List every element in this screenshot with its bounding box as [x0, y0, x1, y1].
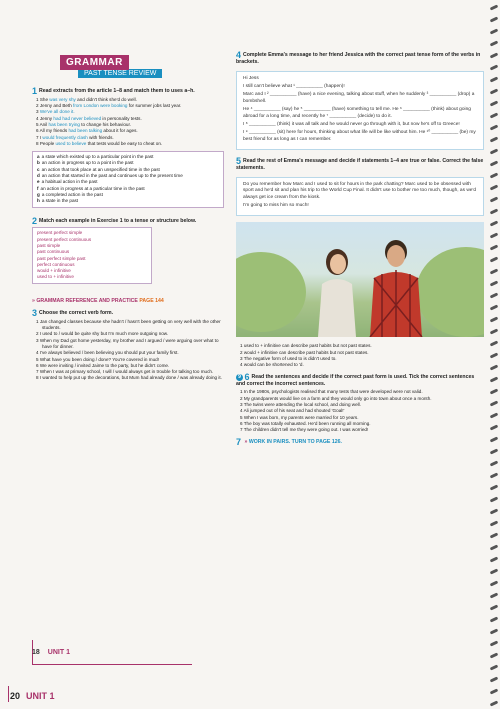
exercise-instruction: WORK IN PAIRS. TURN TO PAGE 126.: [248, 438, 342, 445]
item-number: 1: [240, 389, 244, 395]
friends-photo: [236, 222, 484, 337]
item-text: My grandparents would live on a farm and they would only go into town about once a month.: [243, 395, 432, 401]
inner-page-footer: [32, 649, 70, 656]
exercise-6: [236, 371, 484, 434]
audio-track-icon[interactable]: 9: [236, 374, 243, 381]
item-text: What have you been doing / done? You're covered in mud!: [39, 356, 159, 362]
item-text: In the 1980s, psychologists realised that many tests that were developed were not valid.: [243, 389, 423, 395]
item-number: 5: [36, 356, 40, 362]
spiral-ring: [490, 424, 499, 430]
tense-item: past continuous: [37, 249, 70, 255]
message-box: [236, 177, 484, 217]
list-item: [36, 319, 224, 332]
use-text: a completed action in the past: [41, 191, 103, 197]
spiral-ring: [490, 664, 499, 670]
exercise-number: 4: [236, 50, 242, 60]
woman-figure: [314, 244, 360, 337]
exercise-heading: Read the sentences and decide if the correct past form is used. Tick the correct sentences and correct the incorrect sentences.: [236, 373, 475, 387]
list-item: [36, 375, 224, 381]
spiral-ring: [490, 160, 499, 166]
spiral-ring: [490, 220, 499, 226]
exercise-number: 1: [32, 86, 38, 96]
item-text: used to + infinitive can describe past habits but not past states.: [243, 343, 372, 349]
list-item: [36, 338, 224, 351]
spiral-ring: [490, 4, 499, 10]
item-number: 3: [36, 109, 40, 115]
tense-item: perfect continuous: [37, 261, 75, 267]
spiral-ring: [490, 28, 499, 34]
use-letter: b: [37, 160, 40, 166]
spiral-ring: [490, 436, 499, 442]
message-line: I ⁸ __________ (think) it was all talk and he would never go through with it, but now he's off to Greece!: [243, 122, 460, 128]
item-text: I've always believed / been believing you should put your family first.: [39, 350, 179, 356]
use-item: [37, 198, 219, 204]
use-text: an action that started in the past and continues up to the present time: [41, 173, 183, 179]
exercise-5: [236, 158, 484, 368]
exercise-heading: Match each example in Exercise 1 to a tense or structure below.: [39, 217, 197, 224]
item-number: 2: [240, 395, 244, 401]
item-number: 3: [240, 402, 244, 408]
spiral-ring: [490, 472, 499, 478]
message-text: Do you remember how Marc and I used to sit for hours in the park chatting? Marc used to be obsessed with sport and he'd sit and plan his trip to the World Cup Final. It didn't use to bother me too much, though, as we'd always get ice cream from the kiosk.: [243, 181, 477, 200]
item-text: The children didn't tell me they were going out. I was worried!: [243, 427, 369, 433]
item-number: 2: [36, 103, 40, 109]
right-column: [236, 52, 484, 445]
page-number: 18: [32, 649, 40, 656]
message-line: Hi Jess: [243, 75, 259, 81]
item-text: I used to / would be quite shy but I'm much more outgoing now.: [39, 331, 169, 337]
item-number: 4: [36, 350, 40, 356]
spiral-ring: [490, 16, 499, 22]
spiral-ring: [490, 616, 499, 622]
item-text: When I was born, my parents were married for 10 years.: [243, 414, 359, 420]
exercise-number: 5: [236, 156, 242, 167]
tense-list-box: [32, 227, 152, 283]
spiral-ring: [490, 112, 499, 118]
item-text: I wanted to help put up the decorations, but Mum had already done / was already doing it.: [39, 375, 222, 381]
use-letter: d: [37, 173, 40, 179]
exercise-heading: Read extracts from the article 1–8 and match them to uses a–h.: [39, 88, 195, 94]
spiral-ring: [490, 508, 499, 514]
item-text: for summer jobs last year.: [127, 103, 182, 109]
page-number: 20: [10, 691, 21, 701]
tense-item: would + infinitive: [37, 268, 71, 274]
item-text: People: [39, 140, 56, 146]
spiral-ring: [490, 484, 499, 490]
spiral-ring: [490, 256, 499, 262]
tense-item: past perfect simple past: [37, 255, 86, 261]
spiral-ring: [490, 292, 499, 298]
spiral-ring: [490, 76, 499, 82]
use-letter: e: [37, 179, 40, 185]
exercise-heading: Complete Emma's message to her friend Jessica with the correct past tense form of the verbs in brackets.: [236, 52, 481, 65]
item-number: 3: [240, 356, 244, 362]
item-number: 6: [36, 128, 40, 134]
item-number: 7: [36, 134, 40, 140]
item-number: 4: [36, 115, 40, 121]
message-line: I still can't believe what ¹ __________ (happen)!: [243, 84, 345, 89]
unit-label: UNIT 1: [26, 691, 55, 701]
exercise-number: 3: [32, 308, 38, 319]
item-number: 7: [36, 369, 40, 375]
item-number: 1: [36, 96, 40, 102]
message-line: He ⁴ __________ (say) he ⁵ __________ (have) something to tell me. He ⁶ __________ (think) about going abroad for a long time, and recently he ⁷ __________ (decide) to do it.: [243, 107, 471, 119]
exercise-1: [32, 88, 224, 208]
spiral-ring: [490, 148, 499, 154]
item-text: When I was at primary school, I will / would always get in trouble for talking too much.: [39, 369, 214, 375]
item-text: with friends.: [87, 134, 114, 140]
item-text: to change his behaviour.: [79, 121, 132, 127]
spiral-ring: [490, 544, 499, 550]
item-highlight: from London were booking: [73, 103, 128, 109]
spiral-ring: [490, 196, 499, 202]
item-highlight: was very shy: [49, 96, 76, 102]
use-text: an action that took place at an unspecified time in the past: [41, 166, 160, 172]
spiral-ring: [490, 520, 499, 526]
item-text: All my friends: [39, 128, 69, 134]
page-footer: [10, 691, 55, 701]
spiral-ring: [490, 676, 499, 682]
item-highlight: used to believe: [55, 140, 87, 146]
exercise-number: 6: [244, 371, 250, 382]
item-number: 4: [240, 362, 244, 368]
item-text: We were inviting / invited Jaime to the party, but he didn't come.: [39, 362, 170, 368]
item-text: about it for ages.: [102, 128, 138, 134]
use-letter: f: [37, 185, 39, 191]
item-text: When my Dad got home yesterday, my brother and I argued / were arguing over what to have for dinner.: [39, 337, 219, 349]
item-number: 2: [240, 349, 244, 355]
item-text: Jenny: [39, 115, 54, 121]
message-signoff: I'm going to miss him so much!: [243, 203, 309, 209]
chevron-right-icon: »: [32, 297, 35, 304]
item-text: that tests would be easy to cheat on.: [86, 140, 163, 146]
use-text: an action in progress up to a point in the past: [41, 160, 134, 166]
spiral-ring: [490, 700, 499, 706]
unit-label: UNIT 1: [47, 649, 70, 656]
spiral-ring: [490, 340, 499, 346]
spiral-ring: [490, 136, 499, 142]
use-text: a habitual action in the past: [41, 179, 98, 185]
use-letter: g: [37, 191, 40, 197]
item-text: I: [39, 134, 43, 140]
use-text: a state in the past: [41, 198, 79, 204]
left-column: [32, 88, 224, 382]
item-text: Anil: [39, 121, 49, 127]
exercise-number: 2: [32, 215, 38, 226]
grammar-banner: [60, 52, 162, 78]
item-text: The twins were attending the local school, and doing well.: [243, 402, 361, 408]
message-line: I ⁹ __________ (sit) here for hours, thinking about what life will be like without him. He ¹⁰ __________ (be) my best friend for as long as I can remember.: [243, 130, 476, 142]
item-text: Jenny and Beth: [39, 103, 74, 109]
list-item: [36, 141, 224, 147]
tense-item: used to + infinitive: [37, 274, 74, 280]
spiral-ring: [490, 352, 499, 358]
spiral-ring: [490, 592, 499, 598]
spiral-ring: [490, 376, 499, 382]
item-number: 5: [36, 121, 40, 127]
spiral-ring: [490, 40, 499, 46]
item-number: 6: [240, 420, 244, 426]
spiral-ring: [490, 232, 499, 238]
spiral-ring: [490, 52, 499, 58]
exercise-4: [236, 52, 484, 150]
spiral-ring: [490, 388, 499, 394]
use-letter: c: [37, 166, 40, 172]
spiral-ring: [490, 652, 499, 658]
exercise-3: [32, 310, 224, 382]
exercise-heading: Choose the correct verb form.: [39, 310, 114, 317]
item-number: 2: [36, 331, 40, 337]
spiral-binding: [488, 0, 500, 709]
spiral-ring: [490, 64, 499, 70]
spiral-ring: [490, 208, 499, 214]
item-text: The negative form of used to is didn't used to.: [243, 356, 337, 362]
reference-page: PAGE 144: [139, 297, 164, 304]
spiral-ring: [490, 532, 499, 538]
spiral-ring: [490, 628, 499, 634]
spiral-ring: [490, 556, 499, 562]
message-box: [236, 71, 484, 151]
spiral-ring: [490, 328, 499, 334]
grammar-reference-link[interactable]: [32, 298, 224, 304]
message-line: Marc and I ² __________ (have) a nice evening, talking about stuff, when he suddenly ³ __________ (drop) a bombshell.: [243, 92, 475, 104]
use-letter: a: [37, 154, 40, 160]
spiral-ring: [490, 184, 499, 190]
spiral-ring: [490, 124, 499, 130]
item-number: 3: [36, 337, 40, 343]
spiral-ring: [490, 580, 499, 586]
use-text: an action in progress at a particular time in the past: [40, 185, 145, 191]
item-text: would + infinitive can describe past habits but not past states.: [243, 349, 369, 355]
banner-subtitle: PAST TENSE REVIEW: [78, 69, 162, 78]
item-text: Ali jumped out of his seat and had shouted 'Goal!': [243, 408, 345, 414]
item-number: 7: [240, 427, 244, 433]
spiral-ring: [490, 304, 499, 310]
spiral-ring: [490, 604, 499, 610]
spiral-ring: [490, 280, 499, 286]
item-number: 6: [36, 362, 40, 368]
item-number: 5: [240, 414, 244, 420]
tense-item: present perfect continuous: [37, 236, 92, 242]
item-number: 4: [240, 408, 244, 414]
statement-item: [240, 362, 484, 368]
spiral-ring: [490, 364, 499, 370]
tense-item: present perfect simple: [37, 230, 83, 236]
use-text: a state which existed up to a particular point in the past: [41, 154, 154, 160]
list-item: [240, 427, 484, 433]
use-letter: h: [37, 198, 40, 204]
spiral-ring: [490, 268, 499, 274]
spiral-ring: [490, 172, 499, 178]
spiral-ring: [490, 316, 499, 322]
spiral-ring: [490, 496, 499, 502]
spiral-ring: [490, 100, 499, 106]
item-text: and didn't think she'd do well.: [75, 96, 137, 102]
item-highlight: We've all done it.: [39, 109, 75, 115]
item-highlight: would frequently clash: [42, 134, 88, 140]
item-number: 8: [36, 140, 40, 146]
exercise-heading: Read the rest of Emma's message and decide if statements 1–4 are true or false. Correct the false statements.: [236, 158, 484, 172]
item-text: in personality tests.: [101, 115, 142, 121]
reference-label: GRAMMAR REFERENCE AND PRACTICE: [36, 297, 138, 304]
spiral-ring: [490, 460, 499, 466]
spiral-ring: [490, 244, 499, 250]
spiral-ring: [490, 688, 499, 694]
spiral-ring: [490, 400, 499, 406]
exercise-number: 7: [236, 436, 242, 447]
item-text: would can be shortened to 'd.: [243, 362, 304, 368]
item-text: The boy was totally exhausted. He'd been running all morning.: [243, 420, 371, 426]
item-text: She: [39, 96, 50, 102]
spiral-ring: [490, 568, 499, 574]
uses-box: [32, 151, 224, 207]
spiral-ring: [490, 640, 499, 646]
exercise-2: [32, 215, 224, 284]
chevron-right-icon: »: [244, 438, 248, 445]
item-number: 8: [36, 375, 40, 381]
spiral-ring: [490, 88, 499, 94]
spiral-ring: [490, 448, 499, 454]
man-figure: [368, 236, 424, 337]
item-highlight: had been talking: [68, 128, 103, 134]
tense-item: past simple: [37, 242, 61, 248]
item-number: 1: [240, 343, 244, 349]
exercise-7: [236, 436, 484, 447]
item-number: 1: [36, 318, 40, 324]
banner-title: GRAMMAR: [60, 55, 129, 70]
item-highlight: has been trying: [48, 121, 80, 127]
item-text: Jan changed classes because she hadn't / hasn't been getting on very well with the other students.: [39, 318, 221, 331]
item-highlight: had had never believed: [53, 115, 102, 121]
spiral-ring: [490, 412, 499, 418]
